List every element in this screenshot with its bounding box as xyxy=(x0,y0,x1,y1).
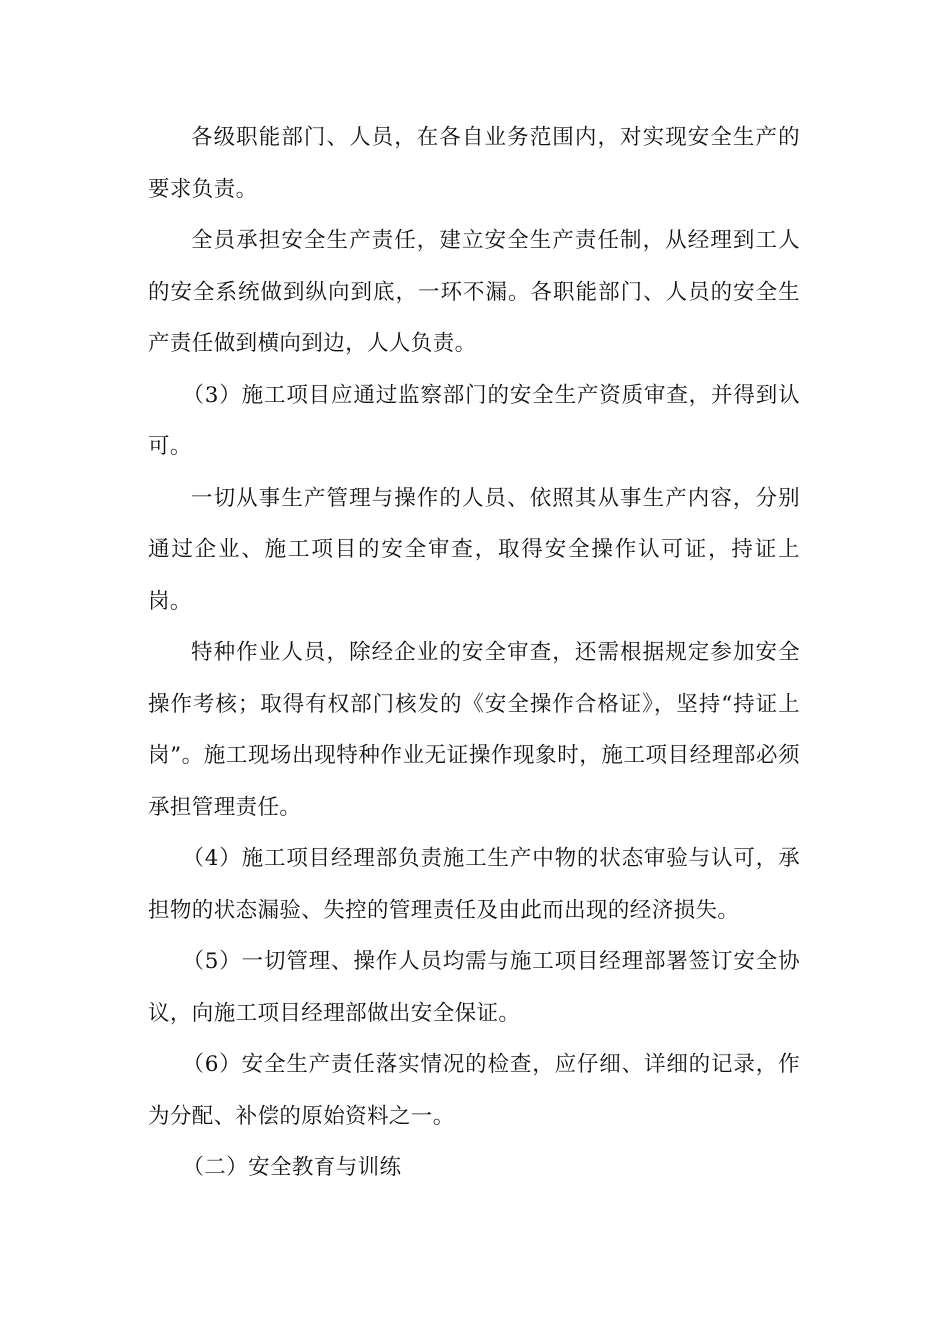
paragraph-special-operations: 特种作业人员，除经企业的安全审查，还需根据规定参加安全操作考核；取得有权部门核发的《安全操作合格证》，坚持“持证上岗”。施工现场出现特种作业无证操作现象时，施工项目经理部必须承担管理责任。 xyxy=(148,640,800,820)
paragraph-certified-operation: 一切从事生产管理与操作的人员、依照其从事生产内容，分别通过企业、施工项目的安全审查，取得安全操作认可证，持证上岗。 xyxy=(148,485,800,614)
paragraph-item-5-safety-agreement: （5）一切管理、操作人员均需与施工项目经理部署签订安全协议，向施工项目经理部做出安全保证。 xyxy=(148,949,800,1026)
paragraph-responsibility-departments: 各级职能部门、人员，在各自业务范围内，对实现安全生产的要求负责。 xyxy=(148,125,800,202)
document-body xyxy=(148,112,800,1194)
paragraph-all-staff-responsibility: 全员承担安全生产责任，建立安全生产责任制，从经理到工人的安全系统做到纵向到底，一环不漏。各职能部门、人员的安全生产责任做到横向到边，人人负责。 xyxy=(148,228,800,356)
paragraph-item-4-material-inspection: （4）施工项目经理部负责施工生产中物的状态审验与认可，承担物的状态漏验、失控的管理责任及由此而出现的经济损失。 xyxy=(148,846,800,923)
paragraph-item-3-qualification-review: （3）施工项目应通过监察部门的安全生产资质审查，并得到认可。 xyxy=(148,382,800,459)
section-heading-safety-education: （二）安全教育与训练 xyxy=(182,1155,402,1180)
paragraph-item-6-inspection-records: （6）安全生产责任落实情况的检查，应仔细、详细的记录，作为分配、补偿的原始资料之一。 xyxy=(148,1052,800,1129)
